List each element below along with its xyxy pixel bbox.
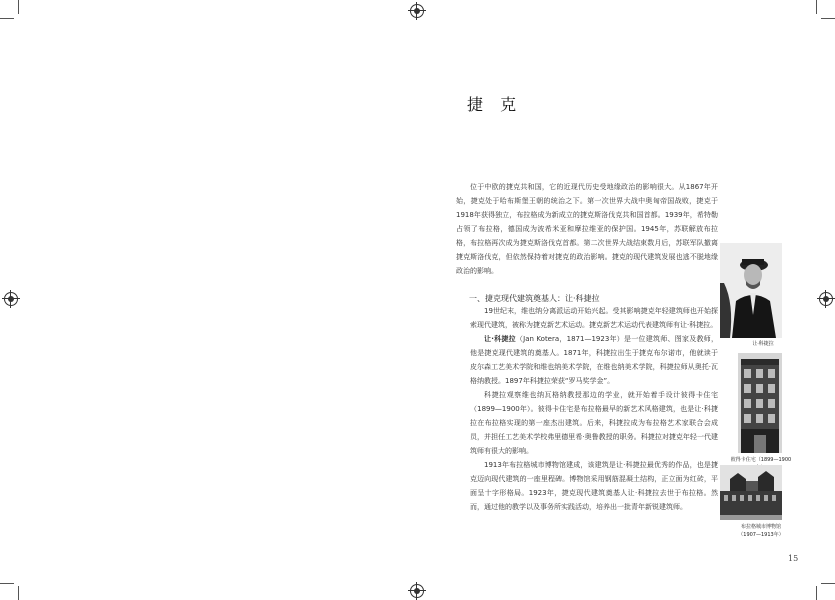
registration-mark-right [819,292,833,306]
portrait-caption: 让·科捷拉 [752,341,774,347]
crop-mark [816,0,817,14]
page-number: 15 [788,554,799,563]
body-text [470,304,718,514]
crop-mark [821,18,835,19]
bold-name: 让·科捷拉 [484,335,516,343]
museum-caption [730,523,792,539]
registration-mark-top [410,4,424,18]
crop-mark [18,586,19,600]
body-paragraph: 1913年布拉格城市博物馆建成，该建筑是让·科捷拉最优秀的作品，也是捷克迈向现代建筑的一座里程碑。博物馆采用钢筋混凝土结构，正立面为红砖，平面呈十字形格局。1923年，捷克现代建筑奠基人让·科捷拉去世于布拉格。然而，通过他的教学以及事务所实践活动，培养出一批青年新锐建筑师。 [470,461,718,511]
chapter-title: 捷 克 [467,95,523,114]
registration-mark-bottom [410,584,424,598]
house-photo [738,353,782,453]
crop-mark [0,18,14,19]
crop-mark [0,583,14,584]
crop-mark [821,583,835,584]
crop-mark [18,0,19,14]
section-heading: 一、捷克现代建筑奠基人：让·科捷拉 [469,294,600,303]
portrait-photo [720,243,782,338]
crop-mark [816,586,817,600]
body-paragraph: 让·科捷拉（Jan Kotera，1871—1923年）是一位建筑师、图家及教师，他是捷克现代建筑的奠基人。1871年，科捷拉出生于捷克布尔诺市，他就读于皮尔森工艺美术学院和维也纳美术学院，在维也纳美术学院，科捷拉师从奥托·瓦格纳教授。1897年科捷拉荣获“罗马奖学金”。 [470,335,718,385]
body-paragraph: 科捷拉观察维也纳瓦格纳教授那边的学业，就开始着手设计彼得卡住宅（1899—1900年）。彼得卡住宅是布拉格最早的新艺术风格建筑，也是让·科捷拉在布拉格实现的第一座杰出建筑。后来，科捷拉成为布拉格艺术家联合会成员，并担任工艺美术学校弗里德里希·奥鲁教授的职务。科捷拉对捷克年轻一代建筑师有很大的影响。 [470,391,718,455]
museum-photo [720,465,782,520]
body-paragraph: 19世纪末，维也纳分离派运动开始兴起。受其影响捷克年轻建筑师也开始探索现代建筑，被称为捷克新艺术运动。捷克新艺术运动代表建筑师有让·科捷拉。 [470,307,718,329]
house-caption: 彼得卡住宅（1899—1900 [730,457,792,463]
registration-mark-left [4,292,18,306]
intro-paragraph: 位于中欧的捷克共和国，它的近现代历史受地缘政治的影响很大。从1867年开始，捷克处于哈布斯堡王朝的统治之下。第一次世界大战中奥匈帝国战败，捷克于1918年获得独立，布拉格成为新成立的捷克斯洛伐克共和国首都。1939年，希特勒占领了布拉格，德国成为波希米亚和摩拉维亚的保护国。1945年，苏联解放布拉格，布拉格再次成为捷克斯洛伐克首都。第二次世界大战结束数月后，苏联军队撤离捷克斯洛伐克，但依然保持着对捷克的政治影响。捷克的现代建筑发展也逃不脱地缘政治的影响。 [456,183,718,275]
museum-caption-line: 布拉格城市博物馆 [740,524,781,530]
museum-caption-line: （1907—1913年） [738,532,784,538]
